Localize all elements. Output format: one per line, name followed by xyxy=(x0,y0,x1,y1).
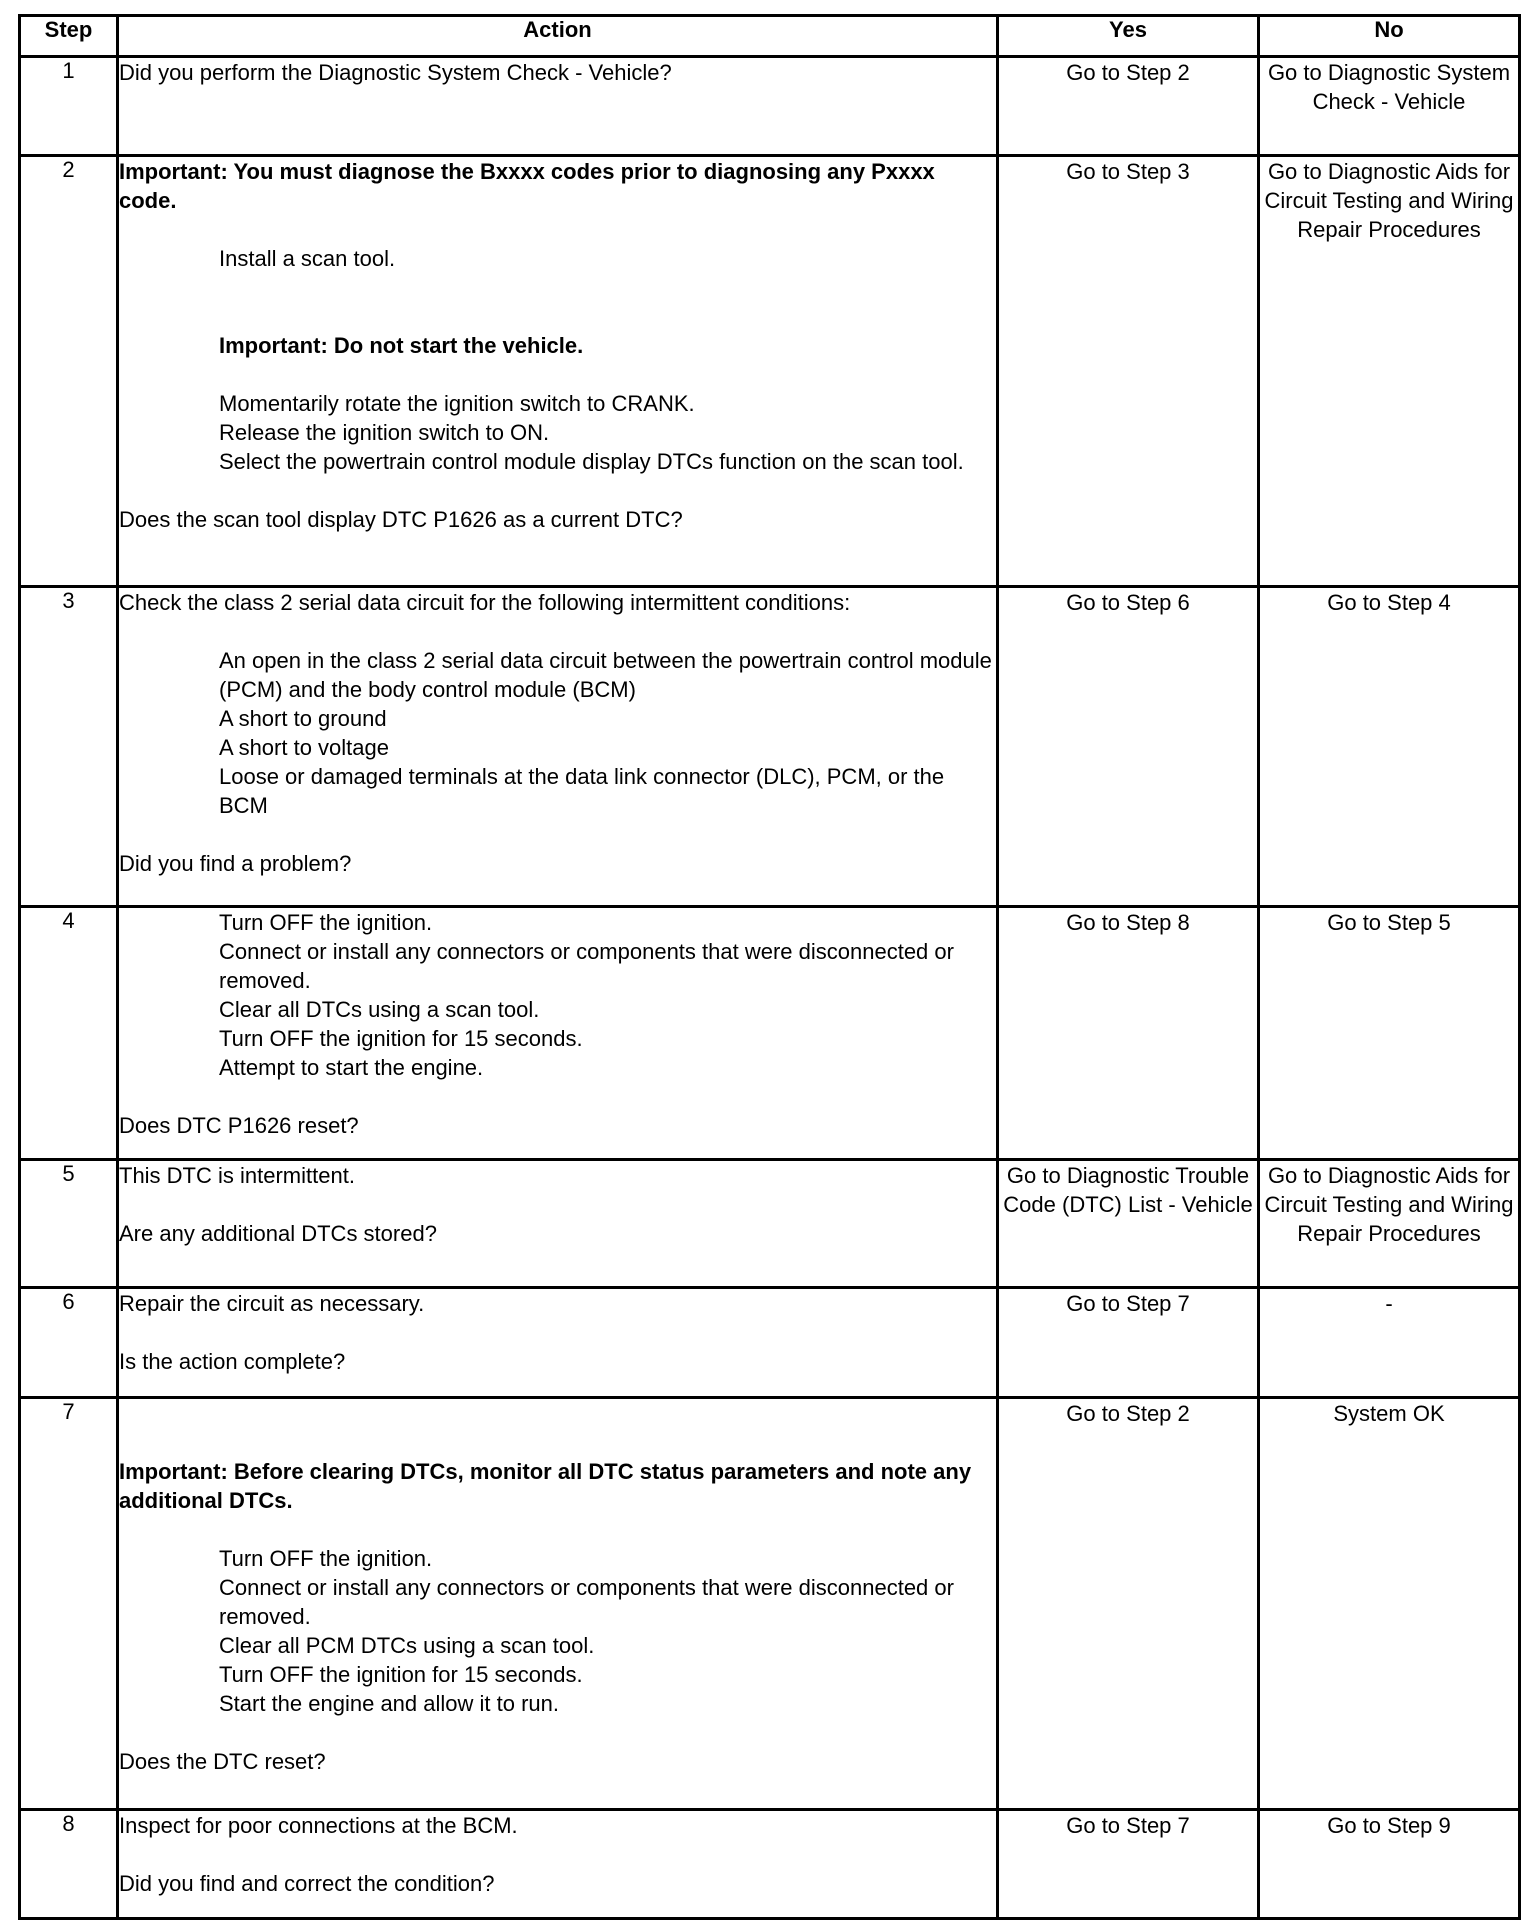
important-note: Important: Do not start the vehicle. xyxy=(219,333,584,358)
yes-cell: Go to Step 2 xyxy=(998,1398,1259,1810)
action-question: Does the DTC reset? xyxy=(119,1749,326,1774)
action-cell xyxy=(118,1398,998,1810)
step-number: 1 xyxy=(20,57,118,156)
header-step: Step xyxy=(20,16,118,57)
action-cell xyxy=(118,1288,998,1398)
yes-cell: Go to Step 7 xyxy=(998,1810,1259,1919)
no-cell: System OK xyxy=(1259,1398,1520,1810)
action-substep: Loose or damaged terminals at the data link connector (DLC), PCM, or the BCM xyxy=(219,764,945,818)
action-substep: A short to voltage xyxy=(219,735,389,760)
no-cell: Go to Step 5 xyxy=(1259,907,1520,1160)
important-note: Important: Before clearing DTCs, monitor all DTC status parameters and note any additional DTCs. xyxy=(119,1459,972,1513)
action-cell xyxy=(118,587,998,907)
action-cell xyxy=(118,1810,998,1919)
action-question: Are any additional DTCs stored? xyxy=(119,1221,437,1246)
yes-cell: Go to Step 7 xyxy=(998,1288,1259,1398)
table-row xyxy=(20,1160,1520,1288)
no-cell: Go to Diagnostic System Check - Vehicle xyxy=(1259,57,1520,156)
no-cell: Go to Step 4 xyxy=(1259,587,1520,907)
yes-cell: Go to Step 8 xyxy=(998,907,1259,1160)
action-substep: Attempt to start the engine. xyxy=(219,1055,484,1080)
action-question: Does DTC P1626 reset? xyxy=(119,1113,359,1138)
action-cell xyxy=(118,57,998,156)
action-substep: Start the engine and allow it to run. xyxy=(219,1691,559,1716)
action-question: Does the scan tool display DTC P1626 as a current DTC? xyxy=(119,507,683,532)
action-text: Inspect for poor connections at the BCM. xyxy=(119,1813,518,1838)
no-cell: Go to Diagnostic Aids for Circuit Testing and Wiring Repair Procedures xyxy=(1259,156,1520,587)
no-cell: Go to Diagnostic Aids for Circuit Testing and Wiring Repair Procedures xyxy=(1259,1160,1520,1288)
action-question: Is the action complete? xyxy=(119,1349,346,1374)
action-question: Did you find a problem? xyxy=(119,851,352,876)
action-substep: An open in the class 2 serial data circuit between the powertrain control module (PCM) and the body control module (BCM) xyxy=(219,648,992,702)
yes-cell: Go to Step 3 xyxy=(998,156,1259,587)
step-number: 7 xyxy=(20,1398,118,1810)
action-substep: Connect or install any connectors or components that were disconnected or removed. xyxy=(219,1575,954,1629)
action-cell xyxy=(118,1160,998,1288)
action-text: Check the class 2 serial data circuit for the following intermittent conditions: xyxy=(119,590,851,615)
header-action: Action xyxy=(118,16,998,57)
action-substep: Connect or install any connectors or components that were disconnected or removed. xyxy=(219,939,954,993)
step-number: 5 xyxy=(20,1160,118,1288)
table-row xyxy=(20,587,1520,907)
step-number: 6 xyxy=(20,1288,118,1398)
important-note: Important: You must diagnose the Bxxxx codes prior to diagnosing any Pxxxx code. xyxy=(119,159,935,213)
action-cell xyxy=(118,907,998,1160)
action-text: This DTC is intermittent. xyxy=(119,1163,355,1188)
header-no: No xyxy=(1259,16,1520,57)
action-substep: Install a scan tool. xyxy=(219,246,396,271)
no-cell: Go to Step 9 xyxy=(1259,1810,1520,1919)
action-text: Repair the circuit as necessary. xyxy=(119,1291,425,1316)
table-row xyxy=(20,57,1520,156)
yes-cell: Go to Diagnostic Trouble Code (DTC) List - Vehicle xyxy=(998,1160,1259,1288)
yes-cell: Go to Step 6 xyxy=(998,587,1259,907)
action-substep: Turn OFF the ignition for 15 seconds. xyxy=(219,1026,583,1051)
yes-cell: Go to Step 2 xyxy=(998,57,1259,156)
table-row xyxy=(20,156,1520,587)
table-row xyxy=(20,1398,1520,1810)
action-substep: Turn OFF the ignition for 15 seconds. xyxy=(219,1662,583,1687)
header-yes: Yes xyxy=(998,16,1259,57)
action-substep: Momentarily rotate the ignition switch to CRANK. xyxy=(219,391,695,416)
table-header-row xyxy=(20,16,1520,57)
action-substep: Clear all PCM DTCs using a scan tool. xyxy=(219,1633,595,1658)
action-cell xyxy=(118,156,998,587)
action-substep: Clear all DTCs using a scan tool. xyxy=(219,997,540,1022)
no-cell: - xyxy=(1259,1288,1520,1398)
action-substep: Select the powertrain control module display DTCs function on the scan tool. xyxy=(219,449,964,474)
step-number: 8 xyxy=(20,1810,118,1919)
action-substep: Release the ignition switch to ON. xyxy=(219,420,550,445)
action-question: Did you find and correct the condition? xyxy=(119,1871,495,1896)
diagnostic-procedure-table xyxy=(18,14,1521,1920)
step-number: 4 xyxy=(20,907,118,1160)
table-row xyxy=(20,907,1520,1160)
table-row xyxy=(20,1810,1520,1919)
action-substep: A short to ground xyxy=(219,706,387,731)
action-text: Did you perform the Diagnostic System Check - Vehicle? xyxy=(119,60,672,85)
table-row xyxy=(20,1288,1520,1398)
action-substep: Turn OFF the ignition. xyxy=(219,910,433,935)
step-number: 3 xyxy=(20,587,118,907)
action-substep: Turn OFF the ignition. xyxy=(219,1546,433,1571)
step-number: 2 xyxy=(20,156,118,587)
